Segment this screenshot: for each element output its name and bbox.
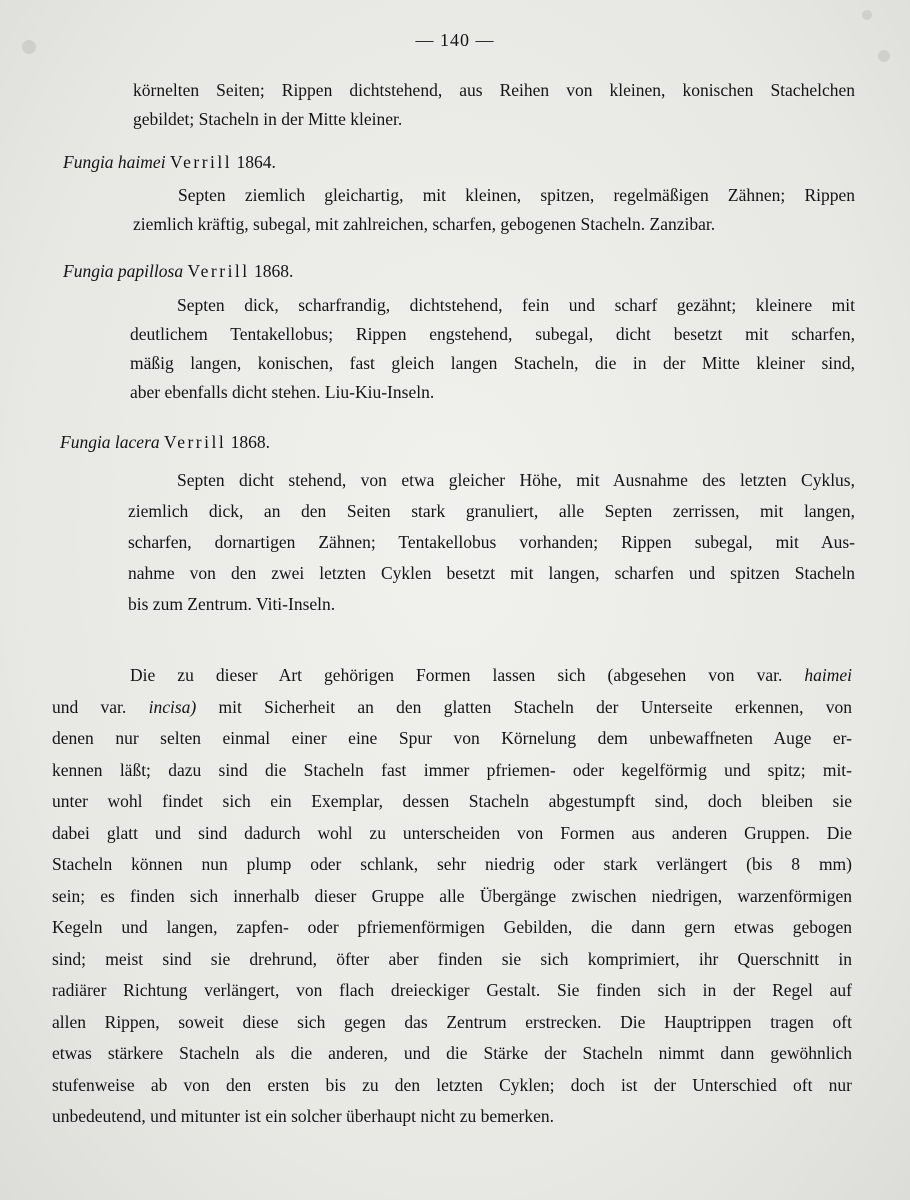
text-line: stufenweise ab von den ersten bis zu den letzten Cyklen; doch ist der Unterschied oft nur (52, 1074, 852, 1095)
text-line: gebildet; Stacheln in der Mitte kleiner. (133, 109, 403, 129)
body-paragraph (52, 660, 852, 1133)
author-name: Verrill (164, 432, 227, 452)
species-name: Fungia papillosa (63, 261, 184, 281)
year: 1864. (236, 152, 276, 172)
text-line: scharfen, dornartigen Zähnen; Tentakellobus vorhanden; Rippen subegal, mit Aus- (128, 532, 855, 552)
scan-speck (878, 50, 890, 62)
species-description (133, 181, 855, 239)
text-line: kennen läßt; dazu sind die Stacheln fast immer pfriemen- oder kegelförmig und spitz; mit- (52, 759, 852, 780)
text-line: unbedeutend, und mitunter ist ein solcher überhaupt nicht zu bemerken. (52, 1106, 555, 1126)
text-line: nahme von den zwei letzten Cyklen besetzt mit langen, scharfen und spitzen Stacheln (128, 563, 855, 583)
text-line: allen Rippen, soweit diese sich gegen das Zentrum erstrecken. Die Hauptrippen tragen oft (52, 1011, 852, 1032)
text-line: ziemlich dick, an den Seiten stark granuliert, alle Septen zerrissen, mit langen, (128, 501, 855, 521)
text-line: Kegeln und langen, zapfen- oder pfriemenförmigen Gebilden, die dann gern etwas gebogen (52, 917, 852, 937)
species-heading (63, 148, 563, 177)
text-line: etwas stärkere Stacheln als die anderen, und die Stärke der Stacheln nimmt dann gewöhnlich (52, 1043, 852, 1063)
text-line: Stacheln können nun plump oder schlank, sehr niedrig oder stark verlängert (bis 8 mm) (52, 854, 852, 874)
text-line: deutlichem Tentakellobus; Rippen engstehend, subegal, dicht besetzt mit scharfen, (130, 324, 855, 344)
text-line: aber ebenfalls dicht stehen. Liu-Kiu-Inseln. (130, 382, 435, 402)
text-line: denen nur selten einmal einer eine Spur von Körnelung dem unbewaffneten Auge er- (52, 728, 852, 748)
species-heading (60, 428, 560, 457)
text-line: und var. incisa) mit Sicherheit an den glatten Stacheln der Unterseite erkennen, von (52, 696, 852, 717)
author-name: Verrill (187, 261, 250, 281)
variety-name: incisa) (148, 696, 197, 717)
variety-name: haimei (804, 665, 852, 685)
text-line: Die zu dieser Art gehörigen Formen lassen sich (abgesehen von var. haimei (130, 665, 852, 685)
text-line: bis zum Zentrum. Viti-Inseln. (128, 594, 336, 614)
species-description (130, 291, 855, 407)
page-number: — 140 — (415, 30, 495, 50)
intro-text (133, 76, 855, 134)
author-name: Verrill (169, 152, 233, 172)
species-heading (63, 257, 563, 286)
text-line: Septen dick, scharfrandig, dichtstehend, fein und scharf gezähnt; kleinere mit (177, 295, 855, 315)
text-line: Septen dicht stehend, von etwa gleicher Höhe, mit Ausnahme des letzten Cyklus, (177, 470, 855, 490)
text-line: dabei glatt und sind dadurch wohl zu unterscheiden von Formen aus anderen Gruppen. Die (52, 822, 852, 843)
scan-speck (862, 10, 872, 20)
year: 1868. (254, 261, 294, 281)
text-line: radiärer Richtung verlängert, von flach dreieckiger Gestalt. Sie finden sich in der Regel auf (52, 980, 852, 1000)
text-line: mäßig langen, konischen, fast gleich langen Stacheln, die in der Mitte kleiner sind, (130, 353, 855, 373)
species-name: Fungia haimei (63, 152, 166, 172)
text-line: Septen ziemlich gleichartig, mit kleinen, spitzen, regelmäßigen Zähnen; Rippen (178, 185, 855, 205)
species-name: Fungia lacera (60, 432, 160, 452)
text-line: sind; meist sind sie drehrund, öfter aber finden sie sich komprimiert, ihr Querschnitt in (52, 948, 852, 969)
text-line: sein; es finden sich innerhalb dieser Gruppe alle Übergänge zwischen niedrigen, warzenförmigen (52, 885, 852, 906)
year: 1868. (230, 432, 270, 452)
text-line: unter wohl findet sich ein Exemplar, dessen Stacheln abgestumpft sind, doch bleiben sie (52, 791, 852, 811)
text-line: körnelten Seiten; Rippen dichtstehend, aus Reihen von kleinen, konischen Stachelchen (133, 80, 855, 100)
text-line: ziemlich kräftig, subegal, mit zahlreichen, scharfen, gebogenen Stacheln. Zanzibar. (133, 214, 716, 234)
species-description (128, 465, 855, 620)
